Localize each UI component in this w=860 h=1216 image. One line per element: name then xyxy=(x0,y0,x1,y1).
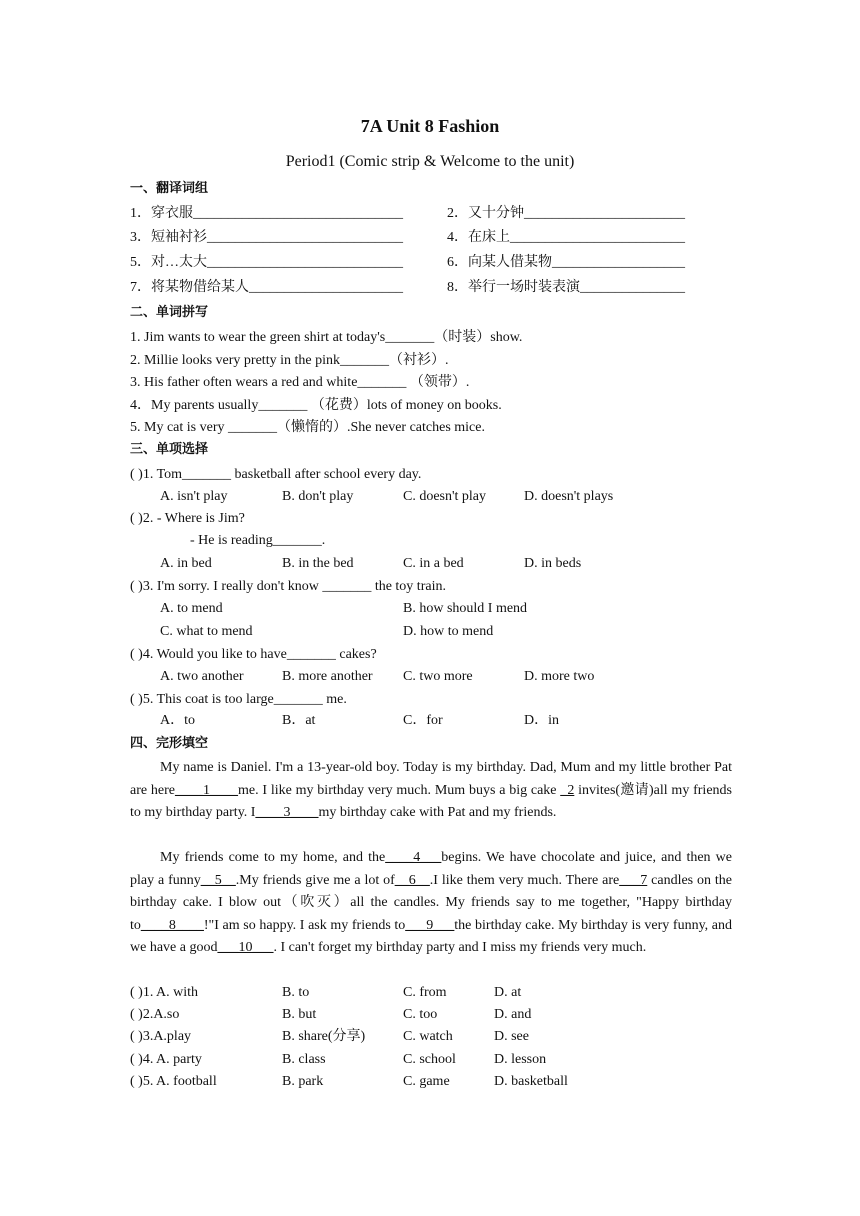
section-heading-translate: 一、翻译词组 xyxy=(130,181,209,196)
cloze-blank: ____3____ xyxy=(255,805,319,820)
phrase-item: 8．举行一场时装表演_______________ xyxy=(447,280,685,295)
page-title: 7A Unit 8 Fashion xyxy=(360,116,500,136)
mc-option: C．for xyxy=(403,713,443,728)
cloze-option: B. share(分享) xyxy=(282,1029,366,1044)
mc-option: D. doesn't plays xyxy=(524,489,614,504)
cloze-blank: ___9___ xyxy=(405,917,455,933)
cloze-blank: __5__ xyxy=(200,872,236,888)
section-heading-spelling: 二、单词拼写 xyxy=(130,305,209,320)
page-subtitle: Period1 (Comic strip & Welcome to the unit) xyxy=(285,153,575,170)
phrase-item: 2．又十分钟_______________________ xyxy=(447,206,685,221)
cloze-option: B. to xyxy=(282,985,310,1000)
cloze-question: ( )3.A.play xyxy=(130,1029,192,1044)
mc-option: C. doesn't play xyxy=(403,489,487,504)
section-heading-cloze: 四、完形填空 xyxy=(130,736,209,751)
cloze-option: D. basketball xyxy=(494,1074,568,1089)
cloze-option: B. but xyxy=(282,1007,317,1022)
cloze-paragraph-2: My friends come to my home, and the____4___begins. We have chocolate and juice, and then we play a funny__5__.My friends give me a lot of__6__.I like them very much. There are___7 candles on the birthday cake. I blow out（吹灭）all the candles. My friends say to me together, "Happy birthday to____8____!"I am so happy. I ask my friends to___9___the birthday cake. My birthday is very funny, and we have a good___10___. I can't forget my birthday party and I miss my friends very much. xyxy=(130,850,733,955)
phrase-item: 5．对…太大____________________________ xyxy=(130,255,403,270)
mc-option: A. to mend xyxy=(160,601,223,616)
mc-option: A. two another xyxy=(160,669,244,684)
mc-option: B．at xyxy=(282,713,316,728)
cloze-option: C. from xyxy=(403,985,447,1000)
cloze-blank: ___7 xyxy=(619,872,648,888)
phrase-item: 3．短袖衬衫____________________________ xyxy=(130,230,403,245)
cloze-question: ( )4. A. party xyxy=(130,1052,202,1067)
cloze-paragraph-1: My name is Daniel. I'm a 13-year-old boy. Today is my birthday. Dad, Mum and my little brother Pat are here____1____me. I like my birthday very much. Mum buys a big cake _2 invites(邀请)all my friends to my birthday party. I____3____my birthday cake with Pat and my friends. xyxy=(130,760,732,820)
section-heading-choice: 三、单项选择 xyxy=(130,442,209,457)
spelling-item: 5. My cat is very _______（懒惰的）.She never catches mice. xyxy=(130,420,485,435)
cloze-option: D. at xyxy=(494,985,522,1000)
cloze-option: D. see xyxy=(494,1029,529,1044)
cloze-option: C. too xyxy=(403,1007,438,1022)
cloze-option: D. lesson xyxy=(494,1052,547,1067)
mc-question: ( )3. I'm sorry. I really don't know _______ the toy train. xyxy=(130,579,446,594)
spelling-item: 2. Millie looks very pretty in the pink_______（衬衫）. xyxy=(130,353,449,368)
phrase-item: 7．将某物借给某人______________________ xyxy=(130,280,403,295)
cloze-option: C. watch xyxy=(403,1029,453,1044)
spelling-item: 4．My parents usually_______ （花费）lots of money on books. xyxy=(130,398,502,413)
cloze-option: B. park xyxy=(282,1074,324,1089)
mc-option: D. more two xyxy=(524,669,595,684)
spelling-item: 1. Jim wants to wear the green shirt at today's_______（时装）show. xyxy=(130,330,523,345)
cloze-question: ( )5. A. football xyxy=(130,1074,217,1089)
cloze-option: D. and xyxy=(494,1007,532,1022)
mc-option: C. in a bed xyxy=(403,556,464,571)
mc-question-response: - He is reading_______. xyxy=(190,533,326,548)
mc-option: D．in xyxy=(524,713,559,728)
mc-question: ( )2. - Where is Jim? xyxy=(130,511,245,526)
mc-option: C. what to mend xyxy=(160,624,253,639)
cloze-blank: __6__ xyxy=(394,872,430,888)
phrase-item: 1．穿衣服______________________________ xyxy=(130,206,403,221)
mc-option: B. how should I mend xyxy=(403,601,528,616)
mc-option: A. in bed xyxy=(160,556,212,571)
mc-option: D. how to mend xyxy=(403,624,494,639)
mc-option: B. don't play xyxy=(282,489,354,504)
cloze-question: ( )1. A. with xyxy=(130,985,199,1000)
mc-option: C. two more xyxy=(403,669,473,684)
mc-option: B. more another xyxy=(282,669,373,684)
cloze-option: C. game xyxy=(403,1074,450,1089)
mc-question: ( )5. This coat is too large_______ me. xyxy=(130,692,347,707)
phrase-item: 6．向某人借某物___________________ xyxy=(447,255,685,270)
phrase-item: 4．在床上_________________________ xyxy=(447,230,685,245)
cloze-blank: ____8____ xyxy=(140,917,204,933)
mc-question: ( )4. Would you like to have_______ cakes? xyxy=(130,647,377,662)
cloze-blank: ___10___ xyxy=(217,940,274,955)
cloze-option: B. class xyxy=(282,1052,326,1067)
spelling-item: 3. His father often wears a red and white_______ （领带）. xyxy=(130,375,470,390)
cloze-blank: ____4___ xyxy=(385,850,442,865)
mc-question: ( )1. Tom_______ basketball after school every day. xyxy=(130,467,422,482)
mc-option: B. in the bed xyxy=(282,556,354,571)
cloze-blank: _2 xyxy=(560,782,575,798)
cloze-option: C. school xyxy=(403,1052,456,1067)
mc-option: A. isn't play xyxy=(160,489,228,504)
cloze-question: ( )2.A.so xyxy=(130,1007,180,1022)
cloze-blank: ____1____ xyxy=(174,782,238,798)
mc-option: A．to xyxy=(160,713,195,728)
mc-option: D. in beds xyxy=(524,556,582,571)
